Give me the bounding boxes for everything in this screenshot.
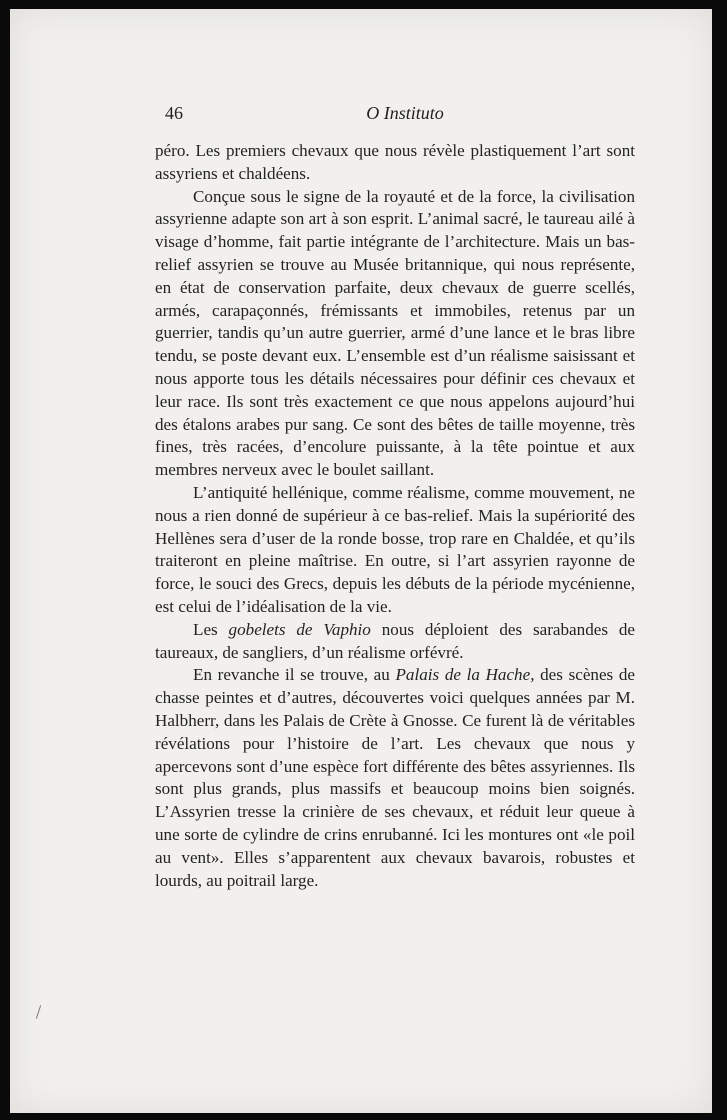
paragraph-4-text-a: Les bbox=[193, 619, 229, 639]
italic-title-gobelets: gobelets de Vaphio bbox=[228, 619, 371, 639]
paragraph-3 bbox=[155, 482, 635, 619]
paragraph-3-text: L’antiquité hellénique, comme réalisme, comme mouvement, ne nous a rien donné de supérieur à ce bas-relief. Mais la supériorité des Hellènes sera d’user de la ronde bosse, trop rare en Chaldée, et qu’ils traiteront en pleine maîtrise. En outre, si l’art assyrien rayonne de force, le souci des Grecs, depuis les débuts de la période mycénienne, est celui de l’idéalisation de la vie. bbox=[155, 482, 635, 616]
page-header bbox=[165, 103, 645, 127]
paragraph-2-text: Conçue sous le signe de la royauté et de la force, la civilisation assyrienne adapte son art à son esprit. L’animal sacré, le taureau ailé à visage d’homme, fait partie intégrante de l’architecture. Mais un bas-relief assyrien se trouve au Musée britannique, qui nous représente, en état de conservation parfaite, deux chevaux de guerre scellés, armés, carapaçonnés, frémissants et immobiles, retenus par un guerrier, tandis qu’un autre guerrier, armé d’une lance et le bras libre tendu, se poste devant eux. L’ensemble est d’un réalisme saisissant et nous apporte tous les détails nécessaires pour définir ces chevaux et leur race. Ils sont très exactement ce que nous appelons aujourd’hui des étalons arabes pur sang. Ce sont des bêtes de taille moyenne, très fines, très racées, d’encolure puissante, à la tête pointue et aux membres nerveux avec le boulet saillant. bbox=[155, 186, 635, 480]
paragraph-5 bbox=[155, 664, 635, 892]
paragraph-5-text-b: des scènes de chasse peintes et d’autres, découvertes voici quelques années par M. Halbherr, dans les Palais de Crète à Gnosse. Ce furent là de véritables révélations pour l’histoire de l’art. Les chevaux que nous y apercevons sont d’une espèce fort différente des bêtes assyriennes. Ils sont plus grands, plus massifs et beaucoup moins bien soignés. L’Assyrien tresse la crinière de ses chevaux, et réduit leur queue à une sorte de cylindre de crins enrubanné. Ici les montures ont «le poil au vent». Elles s’apparentent aux chevaux bavarois, robustes et lourds, au poitrail large. bbox=[155, 665, 635, 890]
italic-title-palais: Palais de la Hache, bbox=[395, 665, 535, 685]
paragraph-4 bbox=[155, 619, 635, 665]
paragraph-4-text-b: nous déploient des sarabandes de taureaux, de sangliers, d’un réalisme orfévré. bbox=[155, 619, 635, 662]
page-number: 46 bbox=[165, 103, 183, 123]
body-text bbox=[155, 140, 635, 892]
paragraph-1 bbox=[155, 140, 635, 186]
paragraph-5-text-a: En revanche il se trouve, au bbox=[193, 665, 396, 685]
paragraph-2 bbox=[155, 186, 635, 482]
paragraph-1-text: péro. Les premiers chevaux que nous révèle plastiquement l’art sont assyriens et chaldéens. bbox=[155, 141, 635, 183]
running-title: O Instituto bbox=[366, 103, 444, 123]
